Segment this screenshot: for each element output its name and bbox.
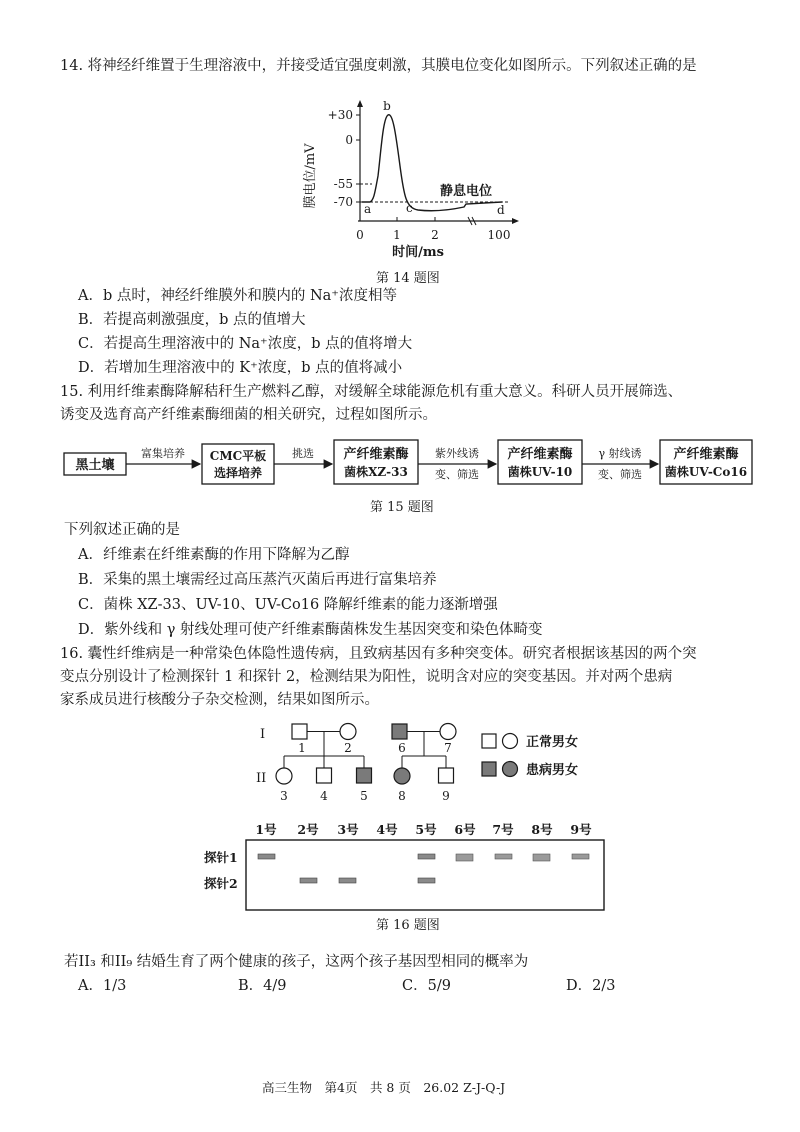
svg-text:3: 3 (280, 789, 288, 803)
q14-xtick-0: 0 (356, 228, 364, 242)
q16-legend-normal-female-icon (503, 734, 518, 749)
svg-text:2: 2 (344, 741, 352, 755)
q16-legend-normal: 正常男女 (526, 735, 579, 750)
q14-xtick-2: 2 (431, 228, 439, 242)
svg-text:8: 8 (398, 789, 406, 803)
q16-II4 (317, 768, 332, 783)
q16-I1 (292, 724, 307, 739)
q15-caption: 第 15 题图 (370, 500, 434, 515)
q16-gel-frame (246, 840, 604, 910)
q15-arrow-uv-l2: 变、筛选 (435, 468, 479, 481)
q16-band-p2-lane3 (339, 878, 356, 883)
q16-II8 (394, 768, 410, 784)
svg-text:5号: 5号 (415, 822, 437, 837)
q16-II3 (276, 768, 292, 784)
q16-I7 (440, 724, 456, 740)
svg-text:4: 4 (320, 789, 328, 803)
q16-stem-line3: 家系成员进行核酸分子杂交检测，结果如图所示。 (60, 692, 379, 708)
q15-arrow-uv-l1: 紫外线诱 (435, 447, 479, 460)
q14-x-axis-label: 时间/ms (392, 245, 444, 260)
q14-ytick-70: -70 (333, 195, 353, 209)
q15-flowchart (60, 436, 760, 492)
q16-band-p2-lane5 (418, 878, 435, 883)
svg-text:1号: 1号 (255, 822, 277, 837)
q16-stem-line2: 变点分别设计了检测探针 1 和探针 2，检测结果为阳性，说明含对应的突变基因。并对两个患病 (60, 669, 673, 685)
svg-text:选择培养: 选择培养 (213, 466, 263, 480)
svg-text:5: 5 (360, 789, 368, 803)
q16-I6 (392, 724, 407, 739)
svg-text:菌株UV-10: 菌株UV-10 (507, 465, 573, 479)
svg-text:7号: 7号 (492, 822, 514, 837)
q15-arrow-enrich: 富集培养 (141, 447, 185, 460)
q16-II9 (439, 768, 454, 783)
q16-caption: 第 16 题图 (376, 918, 440, 933)
q14-option-d[interactable]: D．若增加生理溶液中的 K⁺浓度，b 点的值将减小 (78, 360, 403, 376)
q16-legend-normal-male-icon (482, 734, 496, 748)
svg-text:黑土壤: 黑土壤 (75, 458, 115, 473)
q16-band-p1-lane8 (533, 854, 550, 861)
q14-option-b[interactable]: B．若提高刺激强度，b 点的值增大 (78, 312, 306, 328)
q16-II5 (357, 768, 372, 783)
q14-caption: 第 14 题图 (376, 271, 440, 286)
q16-pedigree (250, 716, 610, 810)
q14-point-c: c (406, 201, 413, 215)
svg-text:膜电位/mV: 膜电位/mV (303, 143, 318, 209)
q14-resting-label: 静息电位 (440, 184, 493, 199)
q16-band-p1-lane1 (258, 854, 275, 859)
page-footer: 高三生物 第4页 共 8 页 26.02 Z-J-Q-J (262, 1080, 506, 1095)
svg-text:菌株UV-Co16: 菌株UV-Co16 (664, 465, 748, 479)
q16-probe1-label: 探针1 (204, 850, 238, 865)
q14-point-a: a (364, 202, 372, 216)
q14-stem: 14. 将神经纤维置于生理溶液中，并接受适宜强度刺激，其膜电位变化如图所示。下列叙述正确的是 (60, 58, 697, 74)
q16-band-p1-lane7 (495, 854, 512, 859)
q16-gen-I: I (260, 727, 266, 742)
q14-xtick-100: 100 (487, 228, 511, 242)
q16-legend-affected-female-icon (503, 762, 518, 777)
q16-option-b[interactable]: B．4/9 (238, 978, 287, 994)
q16-stem-line1: 16. 囊性纤维病是一种常染色体隐性遗传病，且致病基因有多种突变体。研究者根据该基因的两个突 (60, 646, 697, 662)
q16-option-a[interactable]: A．1/3 (78, 978, 127, 994)
svg-text:7: 7 (444, 741, 452, 755)
q14-xtick-1: 1 (393, 228, 401, 242)
q15-option-b[interactable]: B．采集的黑土壤需经过高压蒸汽灭菌后再进行富集培养 (78, 572, 437, 588)
q16-band-p2-lane2 (300, 878, 317, 883)
svg-text:产纤维素酶: 产纤维素酶 (507, 447, 573, 462)
svg-text:6: 6 (398, 741, 406, 755)
q15-arrow-gamma-l1: γ 射线诱 (598, 447, 642, 460)
q16-option-d[interactable]: D．2/3 (566, 978, 616, 994)
svg-text:4号: 4号 (376, 822, 398, 837)
svg-text:9: 9 (442, 789, 450, 803)
q15-option-a[interactable]: A．纤维素在纤维素酶的作用下降解为乙醇 (78, 547, 350, 563)
q15-stem-line2: 诱变及选育高产纤维素酶细菌的相关研究，过程如图所示。 (60, 407, 437, 423)
svg-text:8号: 8号 (531, 822, 553, 837)
svg-text:产纤维素酶: 产纤维素酶 (673, 447, 739, 462)
q15-option-d[interactable]: D．紫外线和 γ 射线处理可使产纤维素酶菌株发生基因突变和染色体畸变 (78, 622, 543, 638)
q16-probe2-label: 探针2 (204, 876, 238, 891)
q14-ytick-0: 0 (345, 133, 353, 147)
q16-band-p1-lane5 (418, 854, 435, 859)
svg-text:产纤维素酶: 产纤维素酶 (343, 447, 409, 462)
q16-legend-affected-male-icon (482, 762, 496, 776)
q16-question: 若II₃ 和II₉ 结婚生育了两个健康的孩子，这两个孩子基因型相同的概率为 (64, 954, 529, 970)
q16-I2 (340, 724, 356, 740)
svg-text:2号: 2号 (297, 822, 319, 837)
q14-ytick-55: -55 (333, 177, 353, 191)
svg-text:6号: 6号 (454, 822, 476, 837)
q16-hybridization-gel (200, 818, 620, 912)
q15-arrow-gamma-l2: 变、筛选 (598, 468, 642, 481)
svg-text:9号: 9号 (570, 822, 592, 837)
q14-option-a[interactable]: A．b 点时，神经纤维膜外和膜内的 Na⁺浓度相等 (78, 288, 397, 304)
q14-point-b: b (383, 99, 391, 113)
q14-ytick-30: +30 (327, 108, 353, 122)
q16-band-p1-lane9 (572, 854, 589, 859)
q16-gen-II: II (256, 771, 267, 786)
q15-arrow-pick: 挑选 (292, 447, 314, 460)
q14-membrane-potential-graph (300, 96, 530, 266)
q15-lead: 下列叙述正确的是 (64, 522, 180, 538)
q14-point-d: d (497, 203, 505, 217)
q15-option-c[interactable]: C．菌株 XZ-33、UV-10、UV-Co16 降解纤维素的能力逐渐增强 (78, 597, 498, 613)
q14-option-c[interactable]: C．若提高生理溶液中的 Na⁺浓度，b 点的值将增大 (78, 336, 413, 352)
q16-option-c[interactable]: C．5/9 (402, 978, 451, 994)
svg-text:CMC平板: CMC平板 (209, 449, 267, 463)
q16-legend-affected: 患病男女 (526, 763, 579, 778)
q14-y-axis-label (302, 143, 318, 209)
q15-stem-line1: 15. 利用纤维素酶降解秸秆生产燃料乙醇，对缓解全球能源危机有重大意义。科研人员开展筛选、 (60, 384, 683, 400)
svg-text:1: 1 (298, 741, 306, 755)
q16-band-p1-lane6 (456, 854, 473, 861)
svg-text:3号: 3号 (337, 822, 359, 837)
svg-text:菌株XZ-33: 菌株XZ-33 (344, 465, 408, 479)
